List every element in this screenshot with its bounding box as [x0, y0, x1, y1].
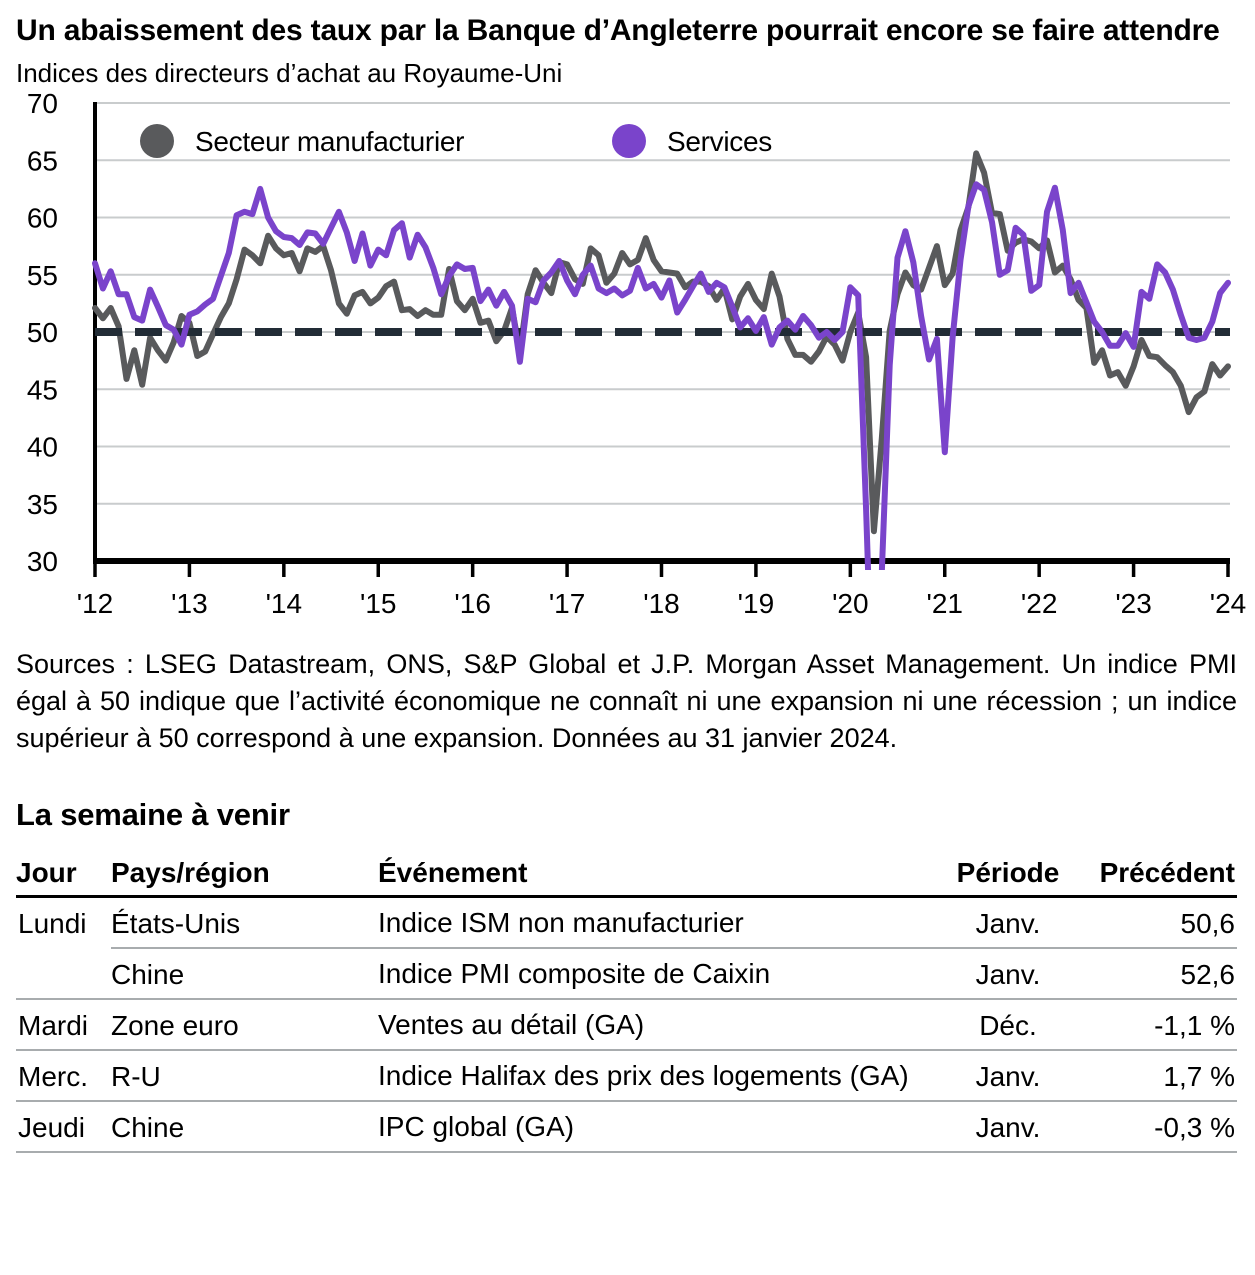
col-header-day: Jour — [16, 857, 77, 888]
table-row — [16, 1102, 1237, 1153]
x-tick-label: '12 — [76, 588, 114, 619]
cell-day: Jeudi — [18, 1112, 85, 1143]
table-row — [16, 949, 1237, 1000]
col-header-previous: Précédent — [1099, 857, 1235, 888]
x-tick-label: '18 — [643, 588, 680, 619]
y-tick-label: 45 — [26, 374, 58, 406]
cell-event: Ventes au détail (GA) — [378, 1009, 645, 1040]
x-tick-label: '20 — [832, 588, 869, 619]
cell-previous: 1,7 % — [1163, 1061, 1235, 1092]
x-tick-label: '24 — [1209, 588, 1247, 619]
sources-note: Sources : LSEG Datastream, ONS, S&P Global et J.P. Morgan Asset Management. Un indice PMI égal à 50 indique que l’activité économique ne connaît ni une expansion ni une récession ; un indice supérieur à 50 correspond à une expansion. Données au 31 janvier 2024. — [16, 649, 1237, 753]
cell-region: Chine — [111, 959, 185, 990]
table-row — [16, 1051, 1237, 1102]
cell-period: Janv. — [975, 908, 1041, 939]
legend-dot-manufacturing — [140, 124, 174, 158]
y-tick-label: 40 — [26, 431, 58, 463]
y-tick-label: 70 — [26, 91, 58, 119]
cell-period: Janv. — [975, 1112, 1041, 1143]
legend-dot-services — [612, 124, 646, 158]
x-tick-label: '15 — [360, 588, 397, 619]
y-tick-label: 65 — [26, 145, 58, 177]
x-tick-label: '14 — [265, 588, 303, 619]
pmi-chart — [0, 91, 1255, 630]
table-row — [16, 1000, 1237, 1051]
col-header-region: Pays/région — [111, 857, 270, 888]
x-tick-label: '19 — [737, 588, 775, 619]
table-row — [16, 898, 1237, 949]
cell-previous: -0,3 % — [1154, 1112, 1235, 1143]
y-tick-label: 55 — [26, 259, 58, 291]
cell-previous: -1,1 % — [1154, 1010, 1235, 1041]
cell-period: Janv. — [975, 959, 1041, 990]
cell-event: Indice PMI composite de Caixin — [378, 958, 771, 989]
x-tick-label: '16 — [454, 588, 491, 619]
cell-period: Janv. — [975, 1061, 1041, 1092]
chart-subtitle: Indices des directeurs d’achat au Royaume-Uni — [16, 58, 563, 88]
week-ahead-table — [16, 857, 1237, 1153]
x-tick-label: '21 — [926, 588, 963, 619]
cell-region: Chine — [111, 1112, 185, 1143]
legend-label: Secteur manufacturier — [195, 126, 465, 157]
cell-previous: 52,6 — [1180, 959, 1235, 990]
pmi-line-chart — [0, 91, 1255, 625]
week-ahead-heading: La semaine à venir — [16, 797, 290, 832]
cell-period: Déc. — [979, 1010, 1037, 1041]
cell-event: Indice Halifax des prix des logements (GA) — [378, 1060, 909, 1091]
cell-previous: 50,6 — [1180, 908, 1235, 939]
y-tick-label: 50 — [26, 317, 58, 348]
cell-region: R-U — [111, 1061, 161, 1092]
cell-day: Mardi — [18, 1010, 89, 1041]
col-header-event: Événement — [378, 857, 528, 888]
cell-region: Zone euro — [111, 1010, 239, 1041]
legend-label: Services — [667, 126, 772, 157]
x-tick-label: '13 — [171, 588, 208, 619]
page-title: Un abaissement des taux par la Banque d’Angleterre pourrait encore se faire attendre — [16, 14, 1220, 47]
cell-day: Merc. — [18, 1061, 88, 1092]
col-header-period: Période — [956, 857, 1060, 888]
y-tick-label: 35 — [26, 488, 58, 520]
cell-region: États-Unis — [111, 908, 241, 939]
table-header-row — [16, 857, 1237, 898]
y-tick-label: 30 — [26, 546, 58, 577]
y-tick-label: 60 — [26, 202, 58, 234]
cell-event: IPC global (GA) — [378, 1111, 575, 1142]
x-tick-label: '22 — [1020, 588, 1058, 619]
cell-event: Indice ISM non manufacturier — [378, 907, 744, 938]
x-tick-label: '23 — [1115, 588, 1152, 619]
x-tick-label: '17 — [548, 588, 586, 619]
cell-day: Lundi — [18, 908, 87, 939]
